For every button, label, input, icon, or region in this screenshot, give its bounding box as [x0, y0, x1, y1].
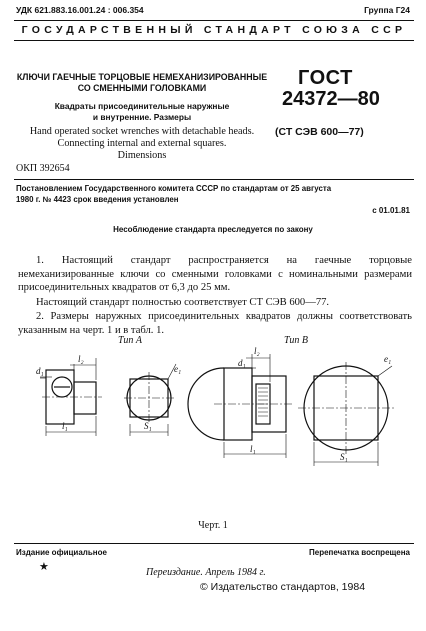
title-rule [14, 179, 414, 180]
star-icon: ★ [39, 561, 49, 573]
group-code: Группа Г24 [364, 5, 410, 15]
title-en [14, 126, 270, 162]
drawing-1 [0, 328, 426, 513]
gost-number: 24372—80 [282, 88, 380, 110]
dim-e1-a: e₁ [174, 364, 182, 374]
dim-s1-a: S₁ [144, 421, 152, 431]
law-notice: Несоблюдение стандарта преследуется по закону [113, 225, 313, 234]
type-a-side-view [40, 358, 102, 436]
footer-rule [14, 543, 414, 544]
subtitle-ru-line1: Квадраты присоединительные наружные [54, 101, 230, 111]
title-ru [14, 72, 270, 94]
dim-e1-b: e₁ [384, 354, 392, 364]
title-ru-line2: СО СМЕННЫМИ ГОЛОВКАМИ [77, 83, 207, 93]
decree-line1: Постановлением Государственного комитета СССР по стандартам от 25 августа [16, 184, 332, 193]
reprint-notice: Перепечатка воспрещена [309, 548, 410, 557]
subtitle-ru-line2: и внутренние. Размеры [92, 111, 192, 122]
paragraph-3: 2. Размеры наружных присоединительных квадратов должны соответствовать указанным на черт. 1 и в табл. 1. [18, 311, 412, 336]
title-en-line1: Hand operated socket wrenches with detachable heads. [29, 126, 255, 137]
type-b-side-view [188, 354, 292, 458]
dim-l2-a: l₂ [78, 354, 84, 364]
decree-line2: 1980 г. № 4423 срок введения установлен [16, 195, 179, 204]
reissue-note: Переиздание. Апрель 1984 г. [146, 567, 266, 578]
title-en-line3: Dimensions [117, 150, 167, 161]
official-edition: Издание официальное [16, 548, 107, 557]
title-ru-line1: КЛЮЧИ ГАЕЧНЫЕ ТОРЦОВЫЕ НЕМЕХАНИЗИРОВАННЫЕ [16, 72, 268, 82]
gost-label: ГОСТ [298, 67, 353, 89]
type-a-label: Тип А [118, 335, 142, 346]
copyright: © Издательство стандартов, 1984 [200, 581, 366, 593]
paragraph-1: 1. Настоящий стандарт распространяется на гаечные торцовые немеханизированные ключи со сменными головками с номинальными размерами присоединительных квадратов от 6,3 до 25 мм. [18, 255, 412, 293]
standard-banner: ГОСУДАРСТВЕННЫЙ СТАНДАРТ СОЮЗА ССР [21, 24, 407, 36]
dim-s1-b: S₁ [340, 452, 348, 462]
decree-text [16, 183, 414, 205]
subtitle-ru [14, 101, 270, 122]
figure-caption: Черт. 1 [198, 520, 228, 531]
dim-d-b: d₁ [238, 358, 246, 368]
type-b-label: Тип В [284, 335, 308, 346]
dim-d1-a: d₁ [36, 366, 44, 376]
dim-l2-b: l₂ [254, 346, 260, 356]
udk-code: УДК 621.883.16.001.24 : 006.354 [16, 5, 144, 15]
dim-l1-a: l₁ [62, 421, 68, 431]
title-en-line2: Connecting internal and external squares. [57, 138, 227, 149]
type-b-end-view [298, 362, 394, 466]
top-rule [14, 20, 414, 21]
paragraph-2: Настоящий стандарт полностью соответствует СТ СЭВ 600—77. [36, 297, 330, 308]
banner-rule [14, 40, 414, 41]
effective-date: с 01.01.81 [372, 206, 410, 215]
sev-reference: (СТ СЭВ 600—77) [275, 126, 364, 138]
dim-l1-b: l₁ [250, 444, 256, 454]
okp-code: ОКП 392654 [16, 163, 70, 174]
